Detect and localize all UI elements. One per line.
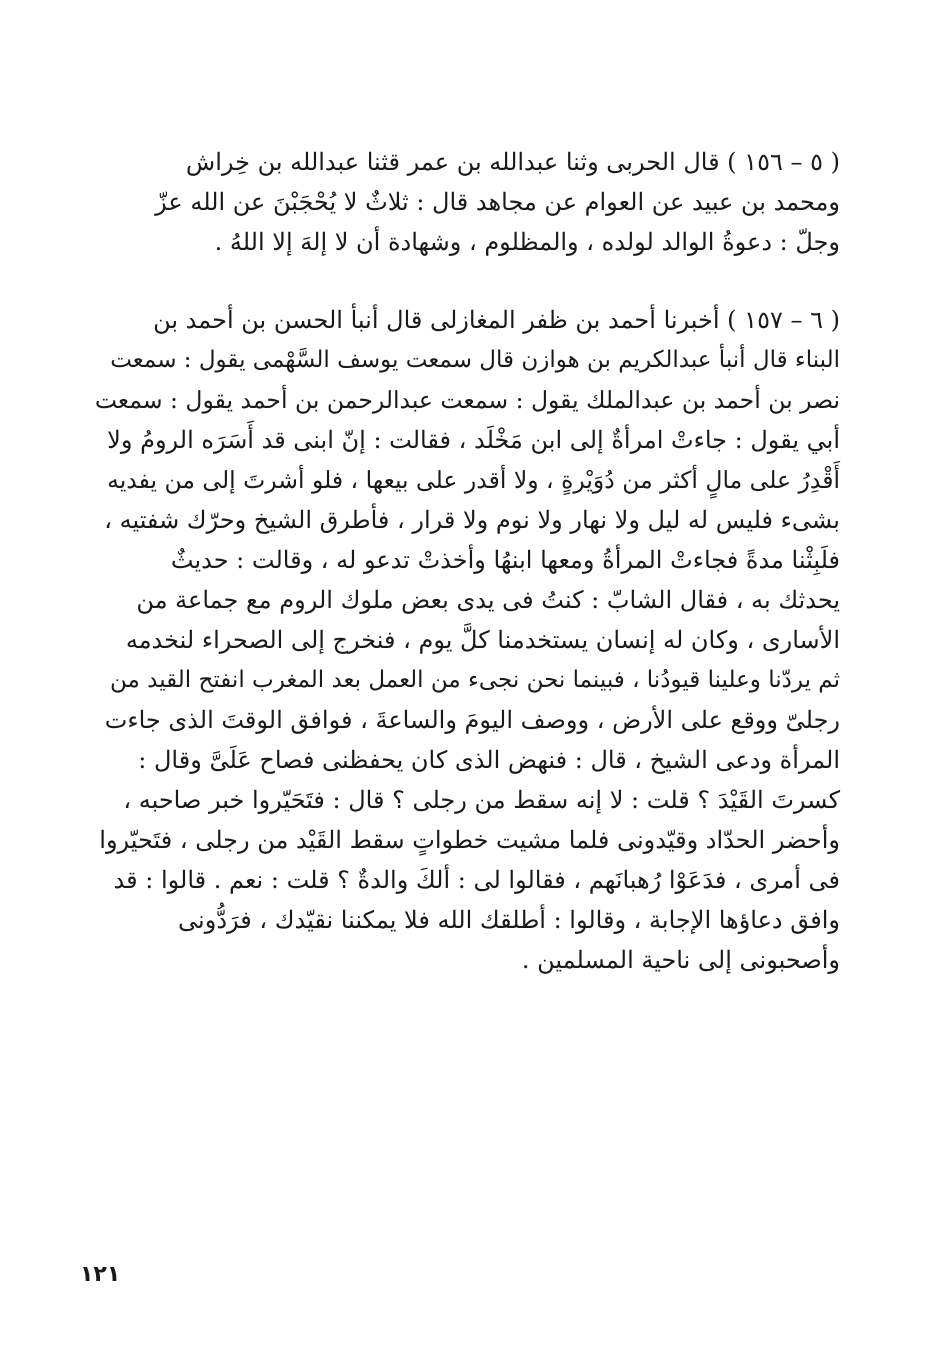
text-line: البناء قال أنبأ عبدالكريم بن هوازن قال سمعت يوسف السَّهْمى يقول : سمعت [110,347,840,373]
text-line: الأسارى ، وكان له إنسان يستخدمنا كلَّ يوم ، فنخرج إلى الصحراء لنخدمه [125,626,840,654]
text-line: ( ٥ – ١٥٦ ) قال الحربى وثنا عبدالله بن عمر قثنا عبدالله بن خِراش [185,148,840,176]
text-line: وأحضر الحدّاد وقيّدونى فلما مشيت خطواتٍ سقط القَيْد من رجلى ، فتَحيّروا [99,826,840,854]
text-line: فلَبِثْنا مدةً فجاءتْ المرأةُ ومعها ابنهُا وأخذتْ تدعو له ، وقالت : حديثٌ [170,546,840,574]
text-line: نصر بن أحمد بن عبدالملك يقول : سمعت عبدالرحمن بن أحمد يقول : سمعت [94,386,840,414]
text-line: وأصحبونى إلى ناحية المسلمين . [521,946,840,974]
hadith-157-paragraph [95,300,840,1060]
text-line: أبي يقول : جاءتْ امرأةٌ إلى ابن مَخْلَد ، فقالت : إنّ ابنى قد أَسَرَه الرومُ ولا [107,426,840,454]
text-line [95,980,840,1020]
text-line: أَقْدِرُ على مالٍ أكثر من دُوَيْرةٍ ، ولا أقدر على بيعها ، فلو أشرتَ إلى من يفديه [107,466,840,494]
text-line: وجلّ : دعوةُ الوالد لولده ، والمظلوم ، وشهادة أن لا إلهَ إلا اللهُ . [214,228,840,256]
text-line: فى أمرى ، فدَعَوْا رُهبانَهم ، فقالوا لى : ألكَ والدةٌ ؟ قلت : نعم . قالوا : قد [113,866,840,894]
text-line: كسرتَ القَيْدَ ؟ قلت : لا إنه سقط من رجلى ؟ قال : فتَحَيّروا خبر صاحبه ، [123,786,840,814]
text-line: ( ٦ – ١٥٧ ) أخبرنا أحمد بن ظفر المغازلى قال أنبأ الحسن بن أحمد بن [153,306,840,334]
text-line: ثم يردّنا وعلينا قيودُنا ، فبينما نحن نجىء من العمل بعد المغرب انفتح القيد من [110,667,840,693]
text-line [95,1020,840,1060]
text-line: رجلىّ ووقع على الأرض ، ووصف اليومَ والساعةَ ، فوافق الوقتَ الذى جاءت [104,706,840,734]
text-line: ومحمد بن عبيد عن العوام عن مجاهد قال : ثلاثٌ لا يُحْجَبْنَ عن الله عزّ [155,188,840,216]
text-line: بشىء فليس له ليل ولا نهار ولا نوم ولا قرار ، فأطرق الشيخ وحرّك شفتيه ، [104,506,840,534]
text-line: المرأة ودعى الشيخ ، قال : فنهض الذى كان يحفظنى فصاح عَلَىَّ وقال : [138,746,840,774]
text-line: وافق دعاؤها الإجابة ، وقالوا : أطلقك الله فلا يمكننا نقيّدك ، فرَدُّونى [178,906,840,934]
text-line: يحدثك به ، فقال الشابّ : كنتُ فى يدى بعض ملوك الروم مع جماعة من [136,586,840,614]
page-number: ١٢١ [80,1262,121,1287]
hadith-156-paragraph [95,142,840,262]
